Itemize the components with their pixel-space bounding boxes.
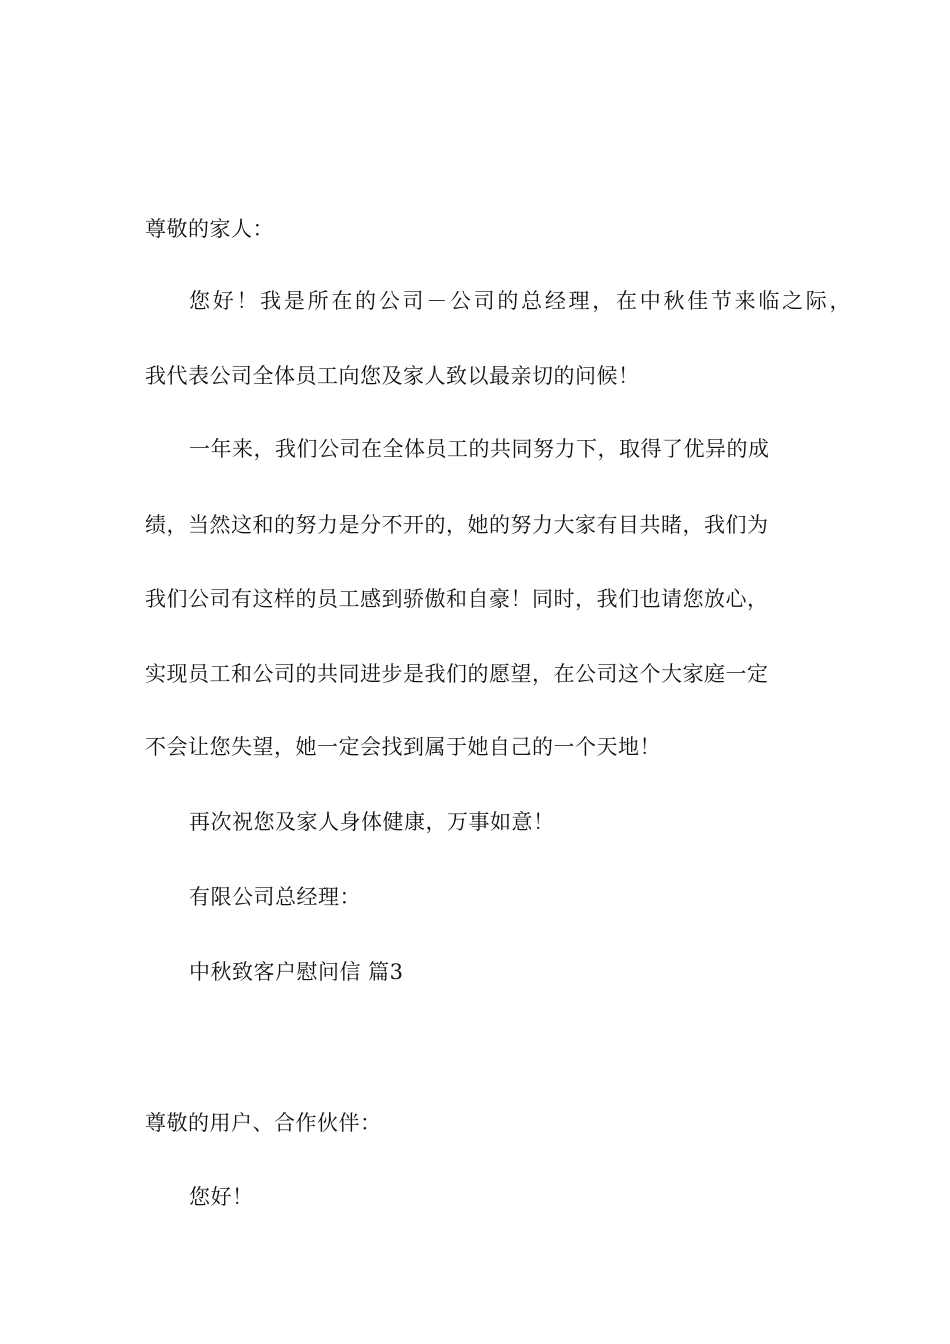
greeting: 您好！	[189, 1185, 254, 1209]
paragraph-2-line-5: 不会让您失望，她一定会找到属于她自己的一个天地！	[145, 735, 661, 759]
paragraph-1-line-2: 我代表公司全体员工向您及家人致以最亲切的问候！	[145, 364, 640, 388]
salutation-family: 尊敬的家人：	[145, 217, 274, 241]
paragraph-1-line-1: 您好！我是所在的公司－公司的总经理，在中秋佳节来临之际，	[189, 289, 851, 313]
section-heading: 中秋致客户慰问信 篇3	[189, 960, 404, 984]
paragraph-2-line-3: 我们公司有这样的员工感到骄傲和自豪！同时，我们也请您放心，	[145, 587, 769, 611]
signature-line: 有限公司总经理：	[189, 885, 361, 909]
paragraph-2-line-4: 实现员工和公司的共同进步是我们的愿望，在公司这个大家庭一定	[145, 662, 769, 686]
salutation-customers: 尊敬的用户、合作伙伴：	[145, 1111, 382, 1135]
paragraph-2-line-2: 绩，当然这和的努力是分不开的，她的努力大家有目共睹，我们为	[145, 513, 769, 537]
paragraph-2-line-1: 一年来，我们公司在全体员工的共同努力下，取得了优异的成	[189, 437, 770, 461]
paragraph-3: 再次祝您及家人身体健康，万事如意！	[189, 810, 555, 834]
